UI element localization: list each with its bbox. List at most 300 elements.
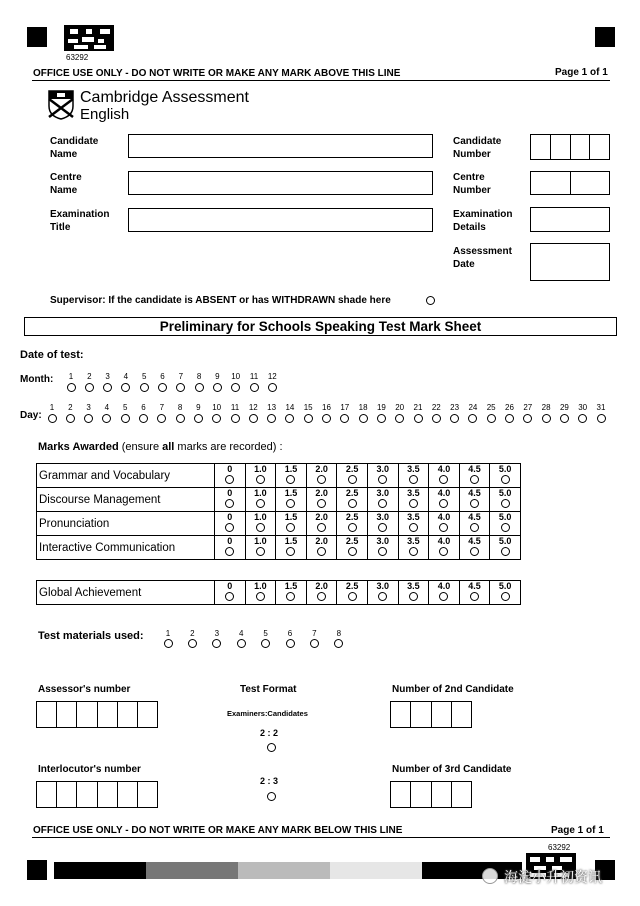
day-option-label: 28 [541, 403, 551, 412]
day-option-bubble[interactable] [487, 414, 496, 423]
day-option-label: 10 [212, 403, 222, 412]
cambridge-shield-icon [48, 90, 74, 120]
mark-value-label: 4.0 [437, 536, 451, 546]
criteria-mark-table [36, 463, 521, 560]
month-option-bubble[interactable] [121, 383, 130, 392]
mark-bubble[interactable] [439, 499, 448, 508]
test-format-subtitle: Examiners:Candidates [227, 709, 308, 718]
material-option-label: 4 [238, 629, 244, 638]
day-option-label: 20 [395, 403, 405, 412]
day-option-bubble[interactable] [597, 414, 606, 423]
mark-value-label: 3.5 [407, 536, 420, 546]
day-option-label: 9 [196, 403, 201, 412]
day-option-label: 1 [49, 403, 55, 412]
marks-awarded-label: Marks Awarded (ensure all marks are recorded) : [38, 441, 283, 453]
month-option-label: 11 [249, 372, 259, 381]
mark-option[interactable] [459, 536, 490, 560]
mark-value-label: 4.5 [468, 464, 481, 474]
mark-value-label: 4.5 [468, 488, 481, 498]
mark-value-label: 3.0 [376, 512, 390, 522]
mark-value-label: 5.0 [498, 488, 512, 498]
mark-option[interactable] [306, 488, 337, 512]
mark-bubble[interactable] [378, 592, 387, 601]
mark-option[interactable] [490, 512, 521, 536]
day-option-bubble[interactable] [157, 414, 166, 423]
mark-bubble[interactable] [409, 547, 418, 556]
day-option-bubble[interactable] [523, 414, 532, 423]
mark-option[interactable] [490, 488, 521, 512]
day-option-bubble[interactable] [139, 414, 148, 423]
mark-value-label: 0 [227, 464, 233, 474]
mark-option[interactable] [459, 581, 490, 605]
format-2-3-bubble[interactable] [267, 792, 276, 801]
mark-bubble[interactable] [501, 523, 510, 532]
mark-value-label: 1.0 [254, 464, 267, 474]
mark-value-label: 2.5 [345, 536, 359, 546]
mark-option[interactable] [459, 464, 490, 488]
mark-value-label: 1.5 [284, 581, 298, 591]
mark-value-label: 1.5 [284, 464, 298, 474]
mark-value-label: 2.0 [315, 581, 328, 591]
mark-option[interactable] [398, 536, 429, 560]
mark-bubble[interactable] [225, 499, 234, 508]
interlocutor-number-field[interactable] [36, 781, 158, 808]
mark-option[interactable] [490, 581, 521, 605]
mark-option[interactable] [306, 581, 337, 605]
criterion-label: Pronunciation [37, 512, 215, 536]
mark-option[interactable] [459, 512, 490, 536]
month-option-bubble[interactable] [231, 383, 240, 392]
day-option-label: 14 [285, 403, 295, 412]
material-option-bubble[interactable] [164, 639, 173, 648]
mark-value-label: 2.0 [315, 512, 328, 522]
day-option-label: 7 [159, 403, 165, 412]
material-option-label: 2 [190, 629, 195, 638]
mark-option[interactable] [398, 581, 429, 605]
form-barcode-top [64, 25, 114, 51]
mark-bubble[interactable] [286, 592, 295, 601]
criterion-label: Interactive Communication [37, 536, 215, 560]
centre-name-field[interactable] [128, 171, 433, 195]
day-option-bubble[interactable] [249, 414, 258, 423]
mark-value-label: 2.0 [315, 536, 328, 546]
mark-bubble[interactable] [378, 499, 387, 508]
criterion-label: Global Achievement [37, 581, 215, 605]
mark-value-label: 4.0 [437, 581, 451, 591]
mark-value-label: 2.0 [315, 464, 328, 474]
mark-option[interactable] [398, 488, 429, 512]
day-option-bubble[interactable] [322, 414, 331, 423]
mark-option[interactable] [276, 488, 307, 512]
mark-option[interactable] [429, 512, 460, 536]
mark-option[interactable] [337, 512, 368, 536]
mark-bubble[interactable] [317, 475, 326, 484]
mark-value-label: 3.0 [376, 581, 390, 591]
day-option-bubble[interactable] [505, 414, 514, 423]
day-option-label: 31 [596, 403, 606, 412]
day-option-bubble[interactable] [468, 414, 477, 423]
mark-option[interactable] [215, 512, 246, 536]
day-option-label: 25 [486, 403, 496, 412]
criterion-row [37, 488, 521, 512]
day-option-bubble[interactable] [304, 414, 313, 423]
mark-bubble[interactable] [409, 592, 418, 601]
mark-value-label: 2.5 [345, 488, 359, 498]
mark-option[interactable] [337, 581, 368, 605]
mark-bubble[interactable] [256, 475, 265, 484]
candidate-name-field[interactable] [128, 134, 433, 158]
mark-value-label: 1.0 [254, 536, 267, 546]
day-option-label: 12 [248, 403, 258, 412]
month-option-label: 3 [105, 372, 110, 381]
mark-bubble[interactable] [225, 475, 234, 484]
mark-option[interactable] [306, 512, 337, 536]
mark-value-label: 3.0 [376, 488, 390, 498]
mark-value-label: 5.0 [498, 581, 512, 591]
day-option-label: 29 [559, 403, 569, 412]
mark-value-label: 3.5 [407, 464, 420, 474]
month-option-label: 4 [123, 372, 129, 381]
mark-value-label: 5.0 [498, 536, 512, 546]
material-option-label: 6 [287, 629, 293, 638]
mark-bubble[interactable] [317, 499, 326, 508]
month-option-bubble[interactable] [158, 383, 167, 392]
day-option-bubble[interactable] [432, 414, 441, 423]
page-number-top: Page 1 of 1 [555, 67, 608, 78]
supervisor-note: Supervisor: If the candidate is ABSENT or has WITHDRAWN shade here [50, 295, 391, 306]
month-option-label: 8 [196, 372, 202, 381]
assessor-number-field[interactable] [36, 701, 158, 728]
mark-bubble[interactable] [409, 499, 418, 508]
month-option-bubble[interactable] [195, 383, 204, 392]
day-option-bubble[interactable] [450, 414, 459, 423]
day-option-bubble[interactable] [84, 414, 93, 423]
material-option-label: 1 [165, 629, 171, 638]
mark-bubble[interactable] [470, 547, 479, 556]
day-option-label: 15 [303, 403, 313, 412]
office-use-footer: OFFICE USE ONLY - DO NOT WRITE OR MAKE ANY MARK BELOW THIS LINE [33, 825, 403, 836]
day-option-label: 13 [267, 403, 277, 412]
day-option-bubble[interactable] [542, 414, 551, 423]
day-option-bubble[interactable] [48, 414, 57, 423]
mark-value-label: 1.0 [254, 581, 267, 591]
month-option-label: 5 [141, 372, 147, 381]
day-option-bubble[interactable] [414, 414, 423, 423]
day-option-label: 6 [141, 403, 146, 412]
mark-value-label: 0 [227, 488, 233, 498]
month-option-bubble[interactable] [268, 383, 277, 392]
mark-bubble[interactable] [470, 499, 479, 508]
mark-bubble[interactable] [348, 523, 357, 532]
assessment-date-field[interactable] [530, 243, 610, 281]
date-of-test-label: Date of test: [20, 349, 84, 361]
mark-bubble[interactable] [501, 475, 510, 484]
form-code-bottom: 63292 [548, 843, 571, 852]
logo-text-line1: Cambridge Assessment [80, 89, 249, 106]
grayscale-bar-dark [146, 862, 238, 879]
mark-value-label: 1.5 [284, 488, 298, 498]
assessor-number-label: Assessor's number [38, 684, 131, 695]
mark-bubble[interactable] [439, 475, 448, 484]
material-option-bubble[interactable] [310, 639, 319, 648]
mark-option[interactable] [367, 536, 398, 560]
registration-mark-bottom-left [27, 860, 47, 880]
form-code: 63292 [66, 53, 89, 62]
mark-bubble[interactable] [348, 547, 357, 556]
criterion-row [37, 536, 521, 560]
day-option-label: 2 [68, 403, 73, 412]
material-option-bubble[interactable] [212, 639, 221, 648]
month-option-label: 10 [231, 372, 241, 381]
mark-bubble[interactable] [348, 499, 357, 508]
mark-option[interactable] [306, 464, 337, 488]
mark-bubble[interactable] [348, 592, 357, 601]
mark-option[interactable] [459, 488, 490, 512]
month-option-bubble[interactable] [213, 383, 222, 392]
day-option-bubble[interactable] [560, 414, 569, 423]
day-option-label: 30 [578, 403, 588, 412]
mark-value-label: 1.5 [284, 536, 298, 546]
exam-details-label: Examination Details [453, 209, 513, 233]
material-option-bubble[interactable] [334, 639, 343, 648]
material-option-bubble[interactable] [188, 639, 197, 648]
registration-mark-top-right [595, 27, 615, 47]
centre-number-label: Centre Number [453, 172, 491, 196]
day-option-bubble[interactable] [66, 414, 75, 423]
month-option-label: 1 [68, 372, 74, 381]
mark-option[interactable] [215, 536, 246, 560]
mark-value-label: 5.0 [498, 464, 512, 474]
mark-option[interactable] [337, 488, 368, 512]
mark-option[interactable] [429, 488, 460, 512]
criterion-label: Discourse Management [37, 488, 215, 512]
format-2-2-label: 2 : 2 [260, 728, 279, 738]
day-option-label: 27 [523, 403, 533, 412]
second-candidate-label: Number of 2nd Candidate [392, 684, 514, 695]
mark-option[interactable] [367, 488, 398, 512]
day-option-label: 4 [104, 403, 110, 412]
interlocutor-number-label: Interlocutor's number [38, 764, 141, 775]
material-option-label: 7 [312, 629, 317, 638]
grayscale-bar-black [54, 862, 146, 879]
mark-bubble[interactable] [317, 547, 326, 556]
day-option-label: 5 [122, 403, 128, 412]
candidate-number-field[interactable] [530, 134, 610, 160]
registration-mark-top-left [27, 27, 47, 47]
mark-bubble[interactable] [439, 547, 448, 556]
mark-bubble[interactable] [286, 547, 295, 556]
mark-option[interactable] [306, 536, 337, 560]
mark-option[interactable] [245, 488, 276, 512]
mark-value-label: 2.0 [315, 488, 328, 498]
mark-value-label: 2.5 [345, 464, 359, 474]
mark-option[interactable] [429, 464, 460, 488]
grayscale-bar-mid [238, 862, 330, 879]
day-option-label: 8 [177, 403, 183, 412]
mark-value-label: 2.5 [345, 512, 359, 522]
mark-option[interactable] [276, 464, 307, 488]
global-achievement-table [36, 580, 521, 605]
mark-option[interactable] [276, 581, 307, 605]
absent-shade-bubble[interactable] [426, 296, 435, 305]
mark-bubble[interactable] [225, 547, 234, 556]
mark-bubble[interactable] [470, 475, 479, 484]
day-option-label: 21 [413, 403, 423, 412]
exam-title-label: Examination Title [50, 209, 110, 233]
mark-option[interactable] [215, 464, 246, 488]
mark-bubble[interactable] [286, 523, 295, 532]
day-option-bubble[interactable] [121, 414, 130, 423]
day-option-label: 3 [86, 403, 91, 412]
mark-option[interactable] [367, 512, 398, 536]
mark-bubble[interactable] [225, 523, 234, 532]
mark-option[interactable] [245, 536, 276, 560]
day-option-bubble[interactable] [377, 414, 386, 423]
month-label: Month: [20, 374, 54, 385]
footer-rule [32, 837, 610, 838]
mark-option[interactable] [429, 536, 460, 560]
mark-value-label: 4.0 [437, 464, 451, 474]
mark-bubble[interactable] [501, 547, 510, 556]
mark-bubble[interactable] [256, 523, 265, 532]
mark-bubble[interactable] [409, 523, 418, 532]
candidate-number-label: Candidate Number [453, 136, 502, 160]
day-option-label: 16 [322, 403, 331, 412]
mark-bubble[interactable] [256, 592, 265, 601]
header-rule [32, 80, 610, 81]
month-option-label: 2 [87, 372, 92, 381]
day-option-bubble[interactable] [102, 414, 111, 423]
day-option-bubble[interactable] [267, 414, 276, 423]
mark-option[interactable] [429, 581, 460, 605]
test-format-label: Test Format [240, 684, 297, 695]
logo-text-line2: English [80, 106, 130, 123]
mark-value-label: 1.0 [254, 488, 267, 498]
mark-bubble[interactable] [501, 592, 510, 601]
mark-option[interactable] [276, 512, 307, 536]
day-option-bubble[interactable] [176, 414, 185, 423]
page-number-bottom: Page 1 of 1 [551, 825, 604, 836]
grayscale-bar-light [330, 862, 422, 879]
month-option-bubble[interactable] [140, 383, 149, 392]
day-option-bubble[interactable] [231, 414, 240, 423]
day-option-label: 17 [340, 403, 350, 412]
mark-value-label: 1.5 [284, 512, 298, 522]
month-option-bubble[interactable] [85, 383, 94, 392]
month-option-label: 7 [178, 372, 184, 381]
mark-option[interactable] [245, 464, 276, 488]
exam-details-field[interactable] [530, 207, 610, 232]
material-option-bubble[interactable] [286, 639, 295, 648]
mark-option[interactable] [245, 581, 276, 605]
mark-option[interactable] [490, 464, 521, 488]
mark-option[interactable] [337, 536, 368, 560]
day-option-label: 22 [431, 403, 441, 412]
mark-value-label: 0 [227, 512, 233, 522]
mark-bubble[interactable] [439, 592, 448, 601]
mark-option[interactable] [337, 464, 368, 488]
mark-bubble[interactable] [256, 547, 265, 556]
day-option-bubble[interactable] [578, 414, 587, 423]
material-option-label: 5 [263, 629, 268, 638]
mark-value-label: 0 [227, 581, 233, 591]
mark-bubble[interactable] [317, 592, 326, 601]
mark-bubble[interactable] [470, 592, 479, 601]
month-option-bubble[interactable] [103, 383, 112, 392]
month-option-label: 12 [267, 372, 277, 381]
mark-option[interactable] [398, 464, 429, 488]
mark-option[interactable] [245, 512, 276, 536]
mark-bubble[interactable] [256, 499, 265, 508]
assessment-date-label: Assessment Date [453, 246, 512, 270]
day-option-bubble[interactable] [359, 414, 368, 423]
day-option-bubble[interactable] [194, 414, 203, 423]
mark-bubble[interactable] [409, 475, 418, 484]
mark-bubble[interactable] [501, 499, 510, 508]
mark-bubble[interactable] [378, 523, 387, 532]
mark-bubble[interactable] [378, 547, 387, 556]
mark-bubble[interactable] [470, 523, 479, 532]
month-option-bubble[interactable] [250, 383, 259, 392]
mark-value-label: 4.5 [468, 512, 481, 522]
day-option-bubble[interactable] [285, 414, 294, 423]
material-option-bubble[interactable] [261, 639, 270, 648]
mark-bubble[interactable] [225, 592, 234, 601]
mark-option[interactable] [215, 488, 246, 512]
mark-bubble[interactable] [378, 475, 387, 484]
day-option-bubble[interactable] [212, 414, 221, 423]
format-2-3-label: 2 : 3 [260, 776, 279, 786]
wechat-icon [482, 868, 498, 884]
month-option-bubble[interactable] [67, 383, 76, 392]
candidate-name-label: Candidate Name [50, 136, 99, 160]
day-option-label: 26 [505, 403, 514, 412]
mark-option[interactable] [367, 581, 398, 605]
day-label: Day: [20, 410, 42, 421]
mark-option[interactable] [276, 536, 307, 560]
day-option-bubble[interactable] [340, 414, 349, 423]
month-option-bubble[interactable] [176, 383, 185, 392]
mark-value-label: 3.0 [376, 464, 390, 474]
mark-option[interactable] [367, 464, 398, 488]
mark-value-label: 3.5 [407, 488, 420, 498]
month-option-label: 9 [215, 372, 220, 381]
mark-bubble[interactable] [348, 475, 357, 484]
mark-value-label: 4.5 [468, 536, 481, 546]
mark-bubble[interactable] [439, 523, 448, 532]
material-option-bubble[interactable] [237, 639, 246, 648]
mark-bubble[interactable] [286, 475, 295, 484]
mark-bubble[interactable] [286, 499, 295, 508]
format-2-2-bubble[interactable] [267, 743, 276, 752]
centre-number-field[interactable] [530, 171, 610, 195]
second-candidate-field[interactable] [390, 701, 472, 728]
mark-option[interactable] [490, 536, 521, 560]
mark-bubble[interactable] [317, 523, 326, 532]
exam-title-field[interactable] [128, 208, 433, 232]
month-option-label: 6 [160, 372, 165, 381]
mark-option[interactable] [398, 512, 429, 536]
office-use-header: OFFICE USE ONLY - DO NOT WRITE OR MAKE ANY MARK ABOVE THIS LINE [33, 68, 401, 79]
mark-value-label: 5.0 [498, 512, 512, 522]
mark-value-label: 3.5 [407, 512, 420, 522]
sheet-title: Preliminary for Schools Speaking Test Mark Sheet [24, 317, 617, 336]
third-candidate-field[interactable] [390, 781, 472, 808]
mark-value-label: 3.0 [376, 536, 390, 546]
mark-option[interactable] [215, 581, 246, 605]
criterion-row [37, 464, 521, 488]
day-option-bubble[interactable] [395, 414, 404, 423]
